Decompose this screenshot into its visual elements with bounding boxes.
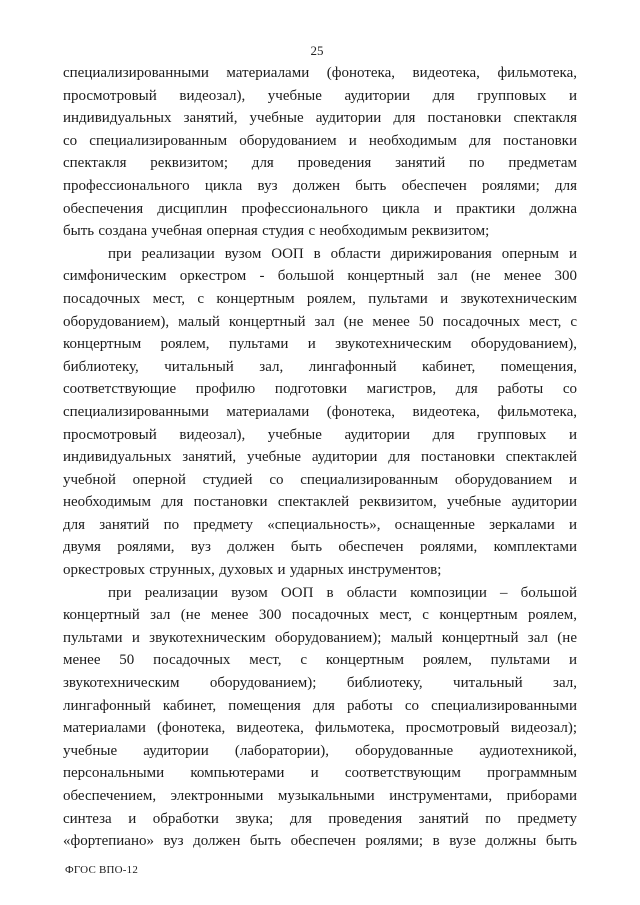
text-line: персональными компьютерами и соответствующим программным (63, 765, 577, 782)
text-line: индивидуальных занятий, учебные аудитории для постановки спектакля (63, 110, 577, 127)
text-line: материалами (фонотека, видеотека, фильмотека, просмотровый видеозал); (63, 720, 577, 737)
text-line: симфоническим оркестром - большой концертный зал (не менее 300 (63, 268, 577, 285)
text-line: учебные аудитории (лаборатории), оборудованные аудиотехникой, (63, 742, 577, 759)
text-line: концертный зал (не менее 300 посадочных мест, с концертным роялем, (63, 607, 577, 624)
text-line: соответствующие профилю подготовки магистров, для работы со (63, 381, 577, 398)
text-line: концертным роялем, пультами и звукотехническим оборудованием), (63, 336, 577, 353)
text-line: индивидуальных занятий, учебные аудитории для постановки спектаклей (63, 449, 577, 466)
paragraph (63, 62, 577, 243)
text-line: со специализированным оборудованием и необходимым для постановки (63, 132, 577, 149)
text-line: при реализации вузом ООП в области дирижирования оперным и (108, 245, 577, 262)
text-line: специализированными материалами (фонотека, видеотека, фильмотека, (63, 403, 577, 420)
text-line: синтеза и обработки звука; для проведения занятий по предмету (63, 810, 577, 827)
document-body (63, 62, 577, 853)
paragraph (63, 243, 577, 582)
text-line: посадочных мест, с концертным роялем, пультами и звукотехническим (63, 290, 577, 307)
text-line: при реализации вузом ООП в области композиции – большой (108, 584, 577, 601)
text-line: менее 50 посадочных мест, с концертным роялем, пультами и (63, 652, 577, 669)
text-line: для занятий по предмету «специальность», оснащенные зеркалами и (63, 516, 577, 533)
footer-label: ФГОС ВПО-12 (65, 864, 139, 876)
text-line: обеспечения дисциплин профессионального цикла и практики должна (63, 200, 577, 217)
paragraph (63, 582, 577, 853)
text-line: оборудованием), малый концертный зал (не менее 50 посадочных мест, с (63, 313, 577, 330)
text-line: просмотровый видеозал), учебные аудитории для групповых и (63, 87, 577, 104)
text-line: необходимым для постановки спектаклей реквизитом, учебные аудитории (63, 494, 577, 511)
text-line: библиотеку, читальный зал, лингафонный кабинет, помещения, (63, 358, 577, 375)
text-line: учебной оперной студией со специализированным оборудованием и (63, 471, 577, 488)
text-line: лингафонный кабинет, помещения для работы со специализированными (63, 697, 577, 714)
text-line: пультами и звукотехническим оборудованием); малый концертный зал (не (63, 629, 577, 646)
text-line: обеспечением, электронными музыкальными инструментами, приборами (63, 788, 577, 804)
text-line: звукотехническим оборудованием); библиотеку, читальный зал, (63, 675, 577, 692)
text-line: просмотровый видеозал), учебные аудитории для групповых и (63, 426, 577, 443)
text-line: «фортепиано» вуз должен быть обеспечен роялями; в вузе должны быть (63, 833, 577, 850)
text-line: специализированными материалами (фонотека, видеотека, фильмотека, (63, 65, 577, 81)
text-line: двумя роялями, вуз должен быть обеспечен роялями, комплектами (63, 539, 577, 556)
text-line: спектакля реквизитом; для проведения занятий по предметам (63, 155, 577, 172)
text-line: профессионального цикла вуз должен быть обеспечен роялями; для (63, 177, 577, 194)
page-number: 25 (310, 43, 324, 58)
text-line: оркестровых струнных, духовых и ударных инструментов; (63, 562, 442, 579)
text-line: быть создана учебная оперная студия с необходимым реквизитом; (63, 223, 490, 240)
